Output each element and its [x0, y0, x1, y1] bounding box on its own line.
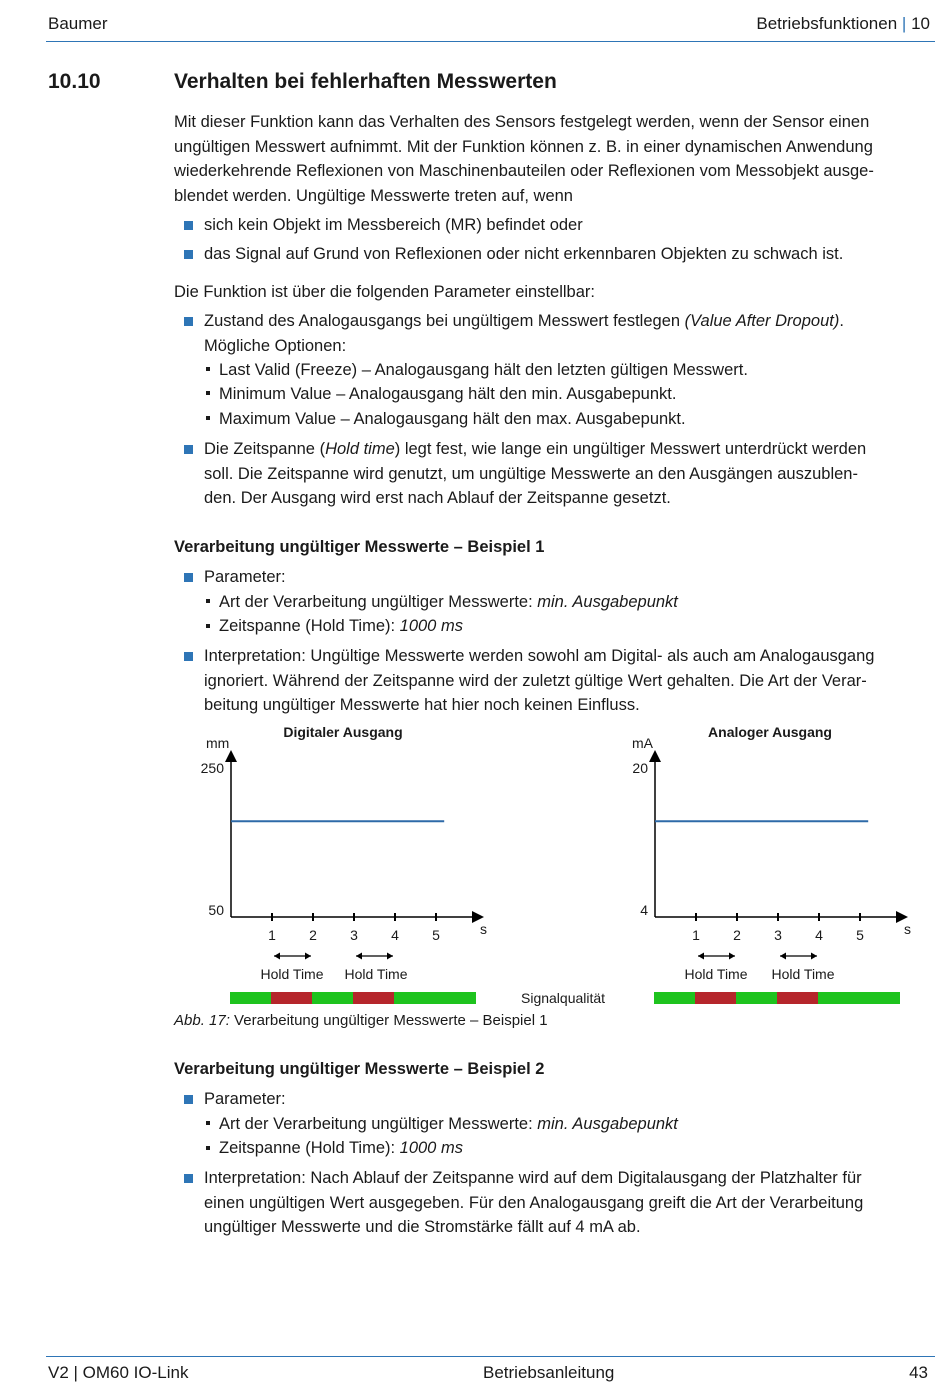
bullet-marker: [184, 250, 193, 259]
hold-time-arrowhead: [698, 953, 704, 960]
footer-product: V2 | OM60 IO-Link: [48, 1363, 189, 1382]
sub-bullet-marker: [206, 1121, 210, 1125]
hold-time-label: Hold Time: [684, 966, 748, 982]
example2-param-holdtime: Zeitspanne (Hold Time): 1000 ms: [219, 1139, 463, 1157]
x-tick-label: 3: [350, 927, 358, 943]
intro-line: wiederkehrende Reflexionen von Maschinenbauteilen oder Reflexionen vom Messobjekt ausge-: [174, 162, 874, 180]
chart-title: Analoger Ausgang: [708, 724, 832, 740]
signal-quality-label: Signalqualität: [521, 990, 606, 1006]
param-bullet-holdtime: [204, 437, 934, 511]
sub-bullet-marker: [206, 624, 210, 628]
x-tick-label: 4: [391, 927, 399, 943]
signal-quality-segment: [271, 992, 312, 1004]
example1-param-holdtime: Zeitspanne (Hold Time): 1000 ms: [219, 617, 463, 635]
example2-param-label: Parameter:: [204, 1090, 286, 1108]
param-name: Hold time: [325, 440, 395, 458]
sub-bullet-marker: [206, 599, 210, 603]
param-name: (Value After Dropout): [684, 312, 840, 330]
param-text: .: [839, 312, 844, 330]
params-intro: Die Funktion ist über die folgenden Parameter einstellbar:: [174, 283, 595, 301]
sub-bullet-marker: [206, 391, 210, 395]
y-tick-label: 50: [208, 902, 224, 918]
hold-time-label: Hold Time: [344, 966, 408, 982]
signal-quality-segment: [394, 992, 435, 1004]
x-tick-label: 3: [774, 927, 782, 943]
sub-bullet-marker: [206, 1146, 210, 1150]
section-number: 10.10: [48, 70, 101, 93]
hold-time-arrowhead: [780, 953, 786, 960]
option-item: Last Valid (Freeze) – Analogausgang hält den letzten gültigen Messwert.: [219, 361, 748, 379]
y-tick-label: 4: [640, 902, 648, 918]
header-chapter-title: Betriebsfunktionen: [756, 14, 898, 33]
hold-time-label: Hold Time: [260, 966, 324, 982]
example1-interpretation: Interpretation: Ungültige Messwerte werden sowohl am Digital- als auch am Analogausgang ignoriert. Während der Zeitspanne wird der zuletzt gültige Wert gehalten. Die Art der Verar- beitung ungültiger Messwerte hat hier noch keinen Einfluss.: [204, 647, 875, 714]
bullet-marker: [184, 221, 193, 230]
signal-quality-segment: [736, 992, 777, 1004]
option-item: Maximum Value – Analogausgang hält den max. Ausgabepunkt.: [219, 410, 686, 428]
signal-quality-segment: [695, 992, 736, 1004]
x-tick-label: 5: [432, 927, 440, 943]
intro-bullet: das Signal auf Grund von Reflexionen oder nicht erkennbaren Objekten zu schwach ist.: [204, 245, 844, 263]
section-title: Verhalten bei fehlerhaften Messwerten: [174, 70, 557, 93]
x-tick-label: 2: [733, 927, 741, 943]
intro-line: Mit dieser Funktion kann das Verhalten des Sensors festgelegt werden, wenn der Sensor einen: [174, 113, 870, 131]
x-tick-label: 1: [268, 927, 276, 943]
hold-time-arrowhead: [356, 953, 362, 960]
intro-bullet: sich kein Objekt im Messbereich (MR) befindet oder: [204, 216, 583, 234]
signal-quality-segment: [230, 992, 271, 1004]
bullet-marker: [184, 573, 193, 582]
option-item: Minimum Value – Analogausgang hält den min. Ausgabepunkt.: [219, 385, 677, 403]
bullet-marker: [184, 445, 193, 454]
y-tick-label: 20: [632, 760, 648, 776]
bullet-marker: [184, 317, 193, 326]
example1-param-label: Parameter:: [204, 568, 286, 586]
intro-paragraph: [174, 110, 934, 208]
param-text: den. Der Ausgang wird erst nach Ablauf der Zeitspanne gesetzt.: [204, 489, 671, 507]
figure-caption: Abb. 17: Verarbeitung ungültiger Messwerte – Beispiel 1: [174, 1012, 548, 1029]
bullet-marker: [184, 652, 193, 661]
signal-quality-segment: [777, 992, 818, 1004]
x-tick-label: 1: [692, 927, 700, 943]
param-bullet-dropout: [204, 309, 934, 358]
hold-time-arrowhead: [729, 953, 735, 960]
example1-param-type: Art der Verarbeitung ungültiger Messwerte: min. Ausgabepunkt: [219, 593, 678, 611]
header-brand: Baumer: [48, 14, 108, 33]
bullet-marker: [184, 1174, 193, 1183]
param-text: Zustand des Analogausgangs bei ungültigem Messwert festlegen: [204, 312, 685, 330]
x-tick-label: 2: [309, 927, 317, 943]
intro-line: ungültigen Messwert aufnimmt. Mit der Funktion können z. B. in einer dynamischen Anwendung: [174, 137, 873, 156]
chart-title: Digitaler Ausgang: [283, 724, 403, 740]
header-chapter: [756, 14, 930, 34]
chart-digital-output: [201, 724, 487, 1004]
signal-quality-segment: [312, 992, 353, 1004]
x-tick-label: 4: [815, 927, 823, 943]
example1-heading: Verarbeitung ungültiger Messwerte – Beispiel 1: [174, 538, 545, 556]
header-chapter-number: 10: [911, 14, 930, 33]
y-axis-unit: mm: [206, 735, 230, 751]
hold-time-arrowhead: [305, 953, 311, 960]
signal-quality-segment: [353, 992, 394, 1004]
param-text: soll. Die Zeitspanne wird genutzt, um ungültige Messwerte an den Ausgängen auszublen-: [204, 464, 858, 483]
figure-17: [0, 715, 950, 1015]
signal-quality-segment: [435, 992, 476, 1004]
param-text: ) legt fest, wie lange ein ungültiger Messwert unterdrückt werden: [394, 440, 867, 458]
options-label: Mögliche Optionen:: [204, 336, 347, 355]
header-rule: [46, 41, 935, 42]
hold-time-arrowhead: [387, 953, 393, 960]
x-axis-unit: s: [480, 921, 487, 937]
signal-quality-segment: [818, 992, 859, 1004]
sub-bullet-marker: [206, 367, 210, 371]
sub-bullet-marker: [206, 416, 210, 420]
signal-quality-segment: [859, 992, 900, 1004]
hold-time-arrowhead: [811, 953, 817, 960]
intro-line: blendet werden. Ungültige Messwerte treten auf, wenn: [174, 186, 573, 205]
example2-interpretation: Interpretation: Nach Ablauf der Zeitspanne wird auf dem Digitalausgang der Platzhalter für einen ungültigen Wert ausgegeben. Für den Analogausgang greift die Art der Verarbeitung ungültiger Messwerte und die Stromstärke fällt auf 4 mA ab.: [204, 1169, 864, 1236]
example2-param-type: Art der Verarbeitung ungültiger Messwerte: min. Ausgabepunkt: [219, 1115, 678, 1133]
y-tick-label: 250: [200, 760, 224, 776]
footer-rule: [46, 1356, 935, 1357]
x-tick-label: 5: [856, 927, 864, 943]
param-text: Die Zeitspanne (: [204, 440, 326, 458]
y-axis-unit: mA: [632, 735, 653, 751]
chart-analog-output: [632, 724, 911, 1004]
example2-heading: Verarbeitung ungültiger Messwerte – Beispiel 2: [174, 1060, 545, 1078]
bullet-marker: [184, 1095, 193, 1104]
header-separator: |: [901, 14, 907, 33]
x-axis-unit: s: [904, 921, 911, 937]
hold-time-label: Hold Time: [771, 966, 835, 982]
footer-page-number: 43: [909, 1363, 928, 1382]
hold-time-arrowhead: [274, 953, 280, 960]
signal-quality-segment: [654, 992, 695, 1004]
footer-doc-type: Betriebsanleitung: [483, 1363, 615, 1382]
